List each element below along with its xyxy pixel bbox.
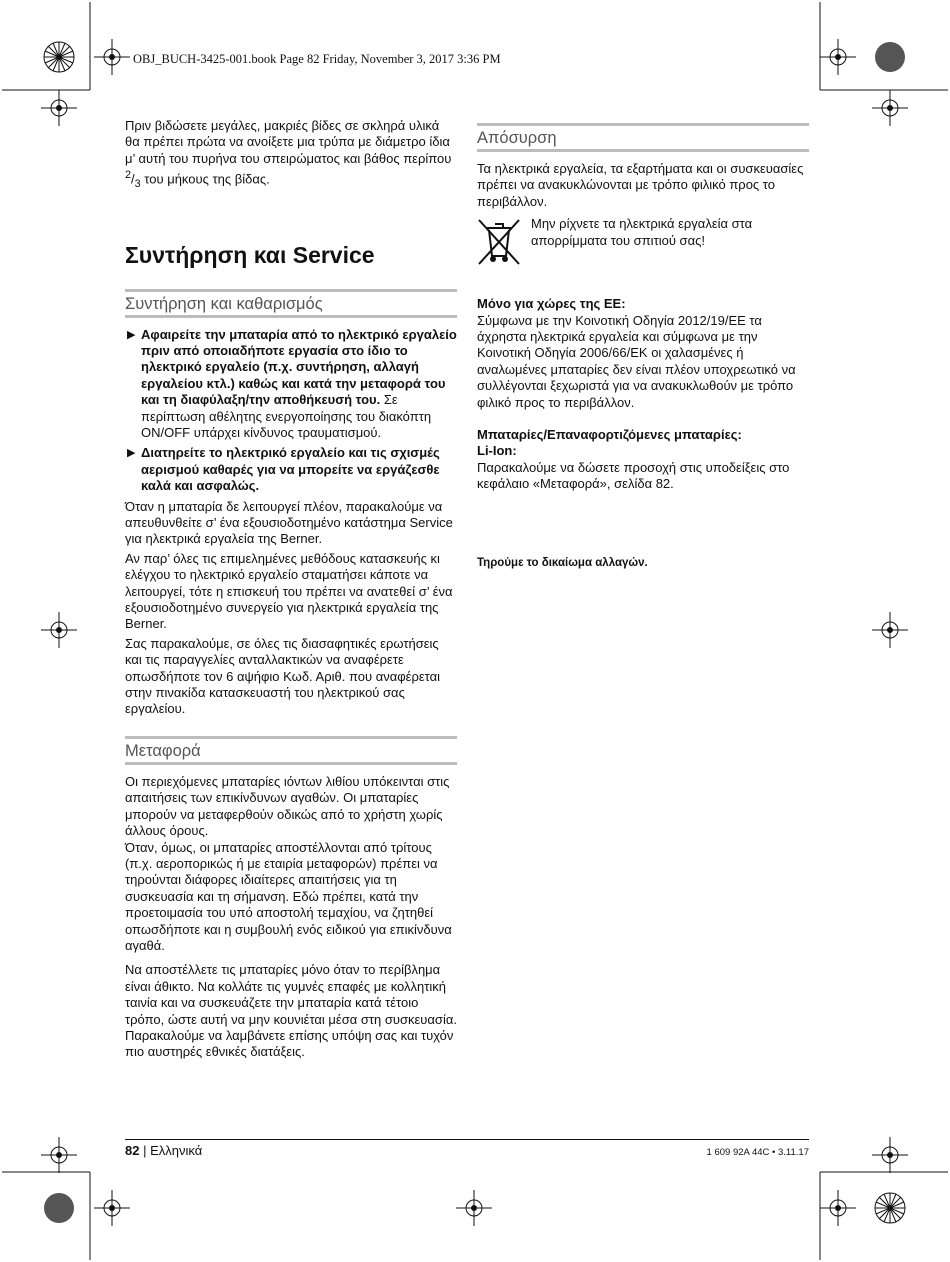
- section-title: Συντήρηση και Service: [125, 241, 375, 268]
- service-paragraph-2: Αν παρ’ όλες τις επιμελημένες μεθόδους κατασκευής κι ελέγχου το ηλεκτρικό εργαλείο σταματήσει κάποτε να λειτουργεί, τότε η επισκευή του πρέπει να ανατεθεί σ’ ένα εξουσιοδοτημένο συνεργείο για ηλεκτρικά εργαλεία της Berner.: [125, 550, 453, 632]
- bullet-triangle-icon: ▶: [127, 447, 136, 460]
- eu-paragraph: Σύμφωνα με την Κοινοτική Οδηγία 2012/19/ΕΕ τα άχρηστα ηλεκτρικά εργαλεία και σύμφωνα με την Κοινοτική Οδηγία 2006/66/ΕΚ οι χαλασμένες ή αναλωμένες μπαταρίες δεν είναι πλέον υποχρεωτικό να συλλέγονται ξεχωριστά για να ανακυκλωθούν με τρόπο φιλικό προς το περιβάλλον.: [477, 312, 796, 410]
- rights-reserved-note: Τηρούμε το δικαίωμα αλλαγών.: [477, 556, 648, 569]
- footer-page-label: [125, 1143, 202, 1158]
- transport-heading: Μεταφορά: [125, 736, 457, 765]
- right-column: [477, 123, 809, 571]
- footer-separator: |: [143, 1143, 147, 1158]
- bullet2-bold-text: Διατηρείτε το ηλεκτρικό εργαλείο και τις σχισμές αερισμού καθαρές για να μπορείτε να εργάζεσθε καλά και ασφαλώς.: [141, 445, 440, 494]
- weee-text: Μην ρίχνετε τα ηλεκτρικά εργαλεία στα απορρίμματα του σπιτιού σας!: [531, 216, 753, 248]
- service-paragraph-3: Σας παρακαλούμε, σε όλες τις διασαφητικές ερωτήσεις και τις παραγγελίες ανταλλακτικών να αναφέρετε οπωσδήποτε τον 6 αψήφιο Κωδ. Αριθ. που αναφέρεται στην πινακίδα κατασκευαστή του ηλεκτρικού σας εργαλείου.: [125, 635, 441, 717]
- service-paragraph-1: Όταν η μπαταρία δε λειτουργεί πλέον, παρακαλούμε να απευθυνθείτε σ’ ένα εξουσιοδοτημένο κατάστημα Service για ηλεκτρικά εργαλεία της Berner.: [125, 498, 453, 547]
- intro-paragraph: Πριν βιδώσετε μεγάλες, μακριές βίδες σε σκληρά υλικά θα πρέπει πρώτα να ανοίξετε μια τρύπα με διάμετρο ίδια μ’ αυτή του πυρήνα του σπειρώματος και βάθος περίπου $^2/_3$ του μήκους της βίδας.: [125, 118, 452, 191]
- maintenance-heading: Συντήρηση και καθαρισμός: [125, 289, 457, 318]
- battery-heading: Μπαταρίες/Επαναφορτιζόμενες μπαταρίες:: [477, 427, 742, 443]
- transport-paragraph-2: Όταν, όμως, οι μπαταρίες αποστέλλονται από τρίτους (π.χ. αεροπορικώς ή με εταιρία μεταφορών) πρέπει να τηρούνται διάφορες ιδιαίτερες απαιτήσεις για τη συσκευασία και τη σήμανση. Εδώ πρέπει, κατά την προετοιμασία του υπό αποστολή τεμαχίου, να ζητηθεί οπωσδήποτε και η συμβουλή ενός ειδικού για επικίνδυνα αγαθά.: [125, 839, 452, 953]
- document-code: 1 609 92A 44C • 3.11.17: [706, 1147, 809, 1158]
- print-info-header: OBJ_BUCH-3425-001.book Page 82 Friday, November 3, 2017 3:36 PM: [133, 52, 501, 66]
- fraction-numerator: 2: [125, 169, 132, 182]
- left-column: [125, 118, 457, 1061]
- footer-language: Ελληνικά: [150, 1143, 203, 1158]
- crossed-out-wheelie-bin-icon: [477, 216, 521, 268]
- bullet-remove-battery: [125, 327, 457, 442]
- disposal-heading: Απόσυρση: [477, 123, 809, 152]
- fraction-denominator: 3: [134, 178, 141, 191]
- page-number: 82: [125, 1143, 140, 1158]
- transport-paragraph-1: Οι περιεχόμενες μπαταρίες ιόντων λιθίου υπόκεινται στις απαιτήσεις των επικίνδυνων αγαθών. Οι μπαταρίες μπορούν να μεταφερθούν οδικώς από το χρήστη χωρίς άλλους όρους.: [125, 773, 450, 839]
- bullet1-bold-text: Αφαιρείτε την μπαταρία από το ηλεκτρικό εργαλείο πριν από οποιαδήποτε εργασία στο ίδιο το ηλεκτρικό εργαλείο (π.χ. συντήρηση, αλλαγή εργαλείου κτλ.) καθώς και κατά την μεταφορά του και τη διαφύλαξη/την αποθήκευσή του.: [141, 326, 457, 408]
- bullet-triangle-icon: ▶: [127, 328, 136, 341]
- bullet-keep-clean: [125, 445, 457, 494]
- transport-paragraph-4: Παρακαλούμε να λαμβάνετε επίσης υπόψη σας και τυχόν πιο αυστηρές εθνικές διατάξεις.: [125, 1027, 454, 1060]
- disposal-paragraph: Τα ηλεκτρικά εργαλεία, τα εξαρτήματα και οι συσκευασίες πρέπει να ανακυκλώνονται με τρόπο φιλικό προς το περιβάλλον.: [477, 161, 804, 209]
- bullet1-text: Σε περίπτωση αθέλητης ενεργοποίησης του διακόπτη ON/OFF υπάρχει κίνδυνος τραυματισμού.: [141, 392, 432, 440]
- intro-text: Πριν βιδώσετε μεγάλες, μακριές βίδες σε σκληρά υλικά θα πρέπει πρώτα να ανοίξετε μια τρύπα με διάμετρο ίδια μ’ αυτή του πυρήνα του σπειρώματος και βάθος περίπου: [125, 118, 452, 166]
- liion-heading: Li-Ion:: [477, 443, 517, 459]
- liion-paragraph: Παρακαλούμε να δώσετε προσοχή στις υποδείξεις στο κεφάλαιο «Μεταφορά», σελίδα 82.: [477, 459, 790, 492]
- transport-paragraph-3: Να αποστέλλετε τις μπαταρίες μόνο όταν το περίβλημα είναι άθικτο. Να κολλάτε τις γυμνές επαφές με κολλητική ταινία και να συσκευάζετε την μπαταρία κατά τέτοιο τρόπο, ώστε αυτή να μην κουνιέται μέσα στη συσκευασία.: [125, 962, 457, 1027]
- intro-end-text: του μήκους της βίδας.: [140, 171, 270, 187]
- footer-divider: [125, 1139, 809, 1140]
- eu-heading: Μόνο για χώρες της ΕΕ:: [477, 296, 626, 312]
- weee-notice: [477, 216, 809, 268]
